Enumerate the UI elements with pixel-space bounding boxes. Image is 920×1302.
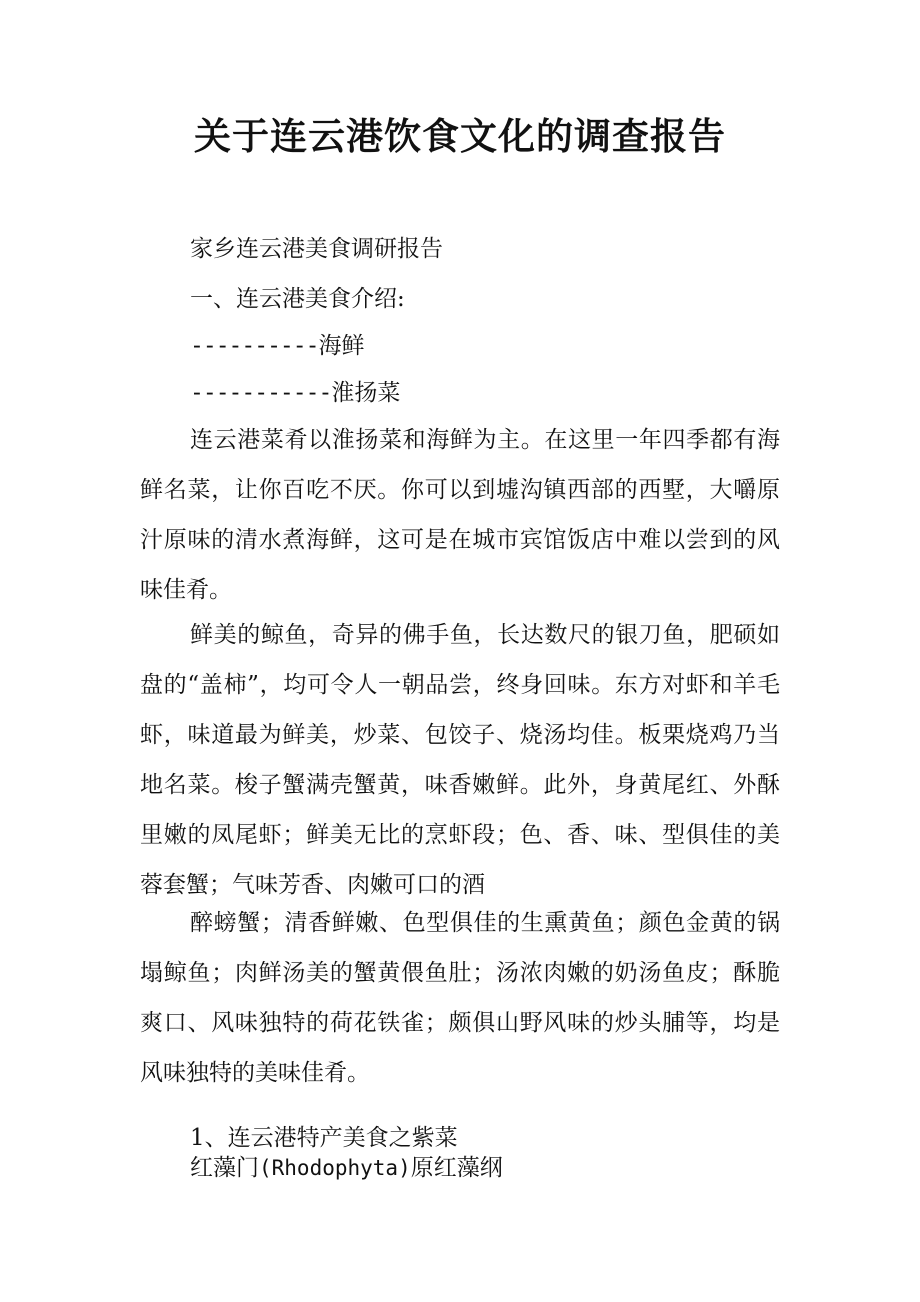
report-subtitle: 家乡连云港美食调研报告: [190, 236, 443, 262]
toc-dashes: -----------: [190, 380, 332, 406]
toc-label: 海鲜: [318, 333, 365, 359]
toc-label: 淮扬菜: [331, 380, 401, 406]
classification-line: [190, 1153, 503, 1183]
toc-dashes: ----------: [190, 333, 319, 359]
toc-item-huaiyang: [190, 378, 400, 408]
paragraph-seafood-dishes: 鲜美的鲸鱼，奇异的佛手鱼，长达数尺的银刀鱼，肥硕如盘的“盖柿”，均可令人一朝品尝，终身回味。东方对虾和羊毛虾，味道最为鲜美，炒菜、包饺子、烧汤均佳。板栗烧鸡乃当地名菜。梭子蟹满壳蟹黄，味香嫩鲜。此外，身黄尾红、外酥里嫩的凤尾虾；鲜美无比的烹虾段；色、香、味、型俱佳的美蓉套蟹；气味芳香、肉嫩可口的酒: [140, 622, 780, 898]
document-title: 关于连云港饮食文化的调查报告: [194, 114, 726, 158]
classification-latin: (Rhodophyta): [259, 1156, 411, 1180]
classification-suffix: 原红藻纲: [410, 1155, 503, 1181]
subsection-heading: 1、连云港特产美食之紫菜: [190, 1125, 458, 1151]
section-heading: 一、连云港美食介绍:: [190, 286, 405, 312]
paragraph-cuisine-intro: 连云港菜肴以淮扬菜和海鲜为主。在这里一年四季都有海鲜名菜，让你百吃不厌。你可以到墟沟镇西部的西墅，大嚼原汁原味的清水煮海鲜，这可是在城市宾馆饭店中难以尝到的风味佳肴。: [140, 427, 780, 603]
classification-prefix: 红藻门: [190, 1155, 259, 1181]
toc-item-seafood: [190, 331, 364, 361]
paragraph-more-dishes: 醉螃蟹；清香鲜嫩、色型俱佳的生熏黄鱼；颜色金黄的锅塌鲸鱼；肉鲜汤美的蟹黄偎鱼肚；汤浓肉嫩的奶汤鱼皮；酥脆爽口、风味独特的荷花铁雀；颇俱山野风味的炒头脯等，均是风味独特的美味佳肴。: [140, 910, 780, 1086]
